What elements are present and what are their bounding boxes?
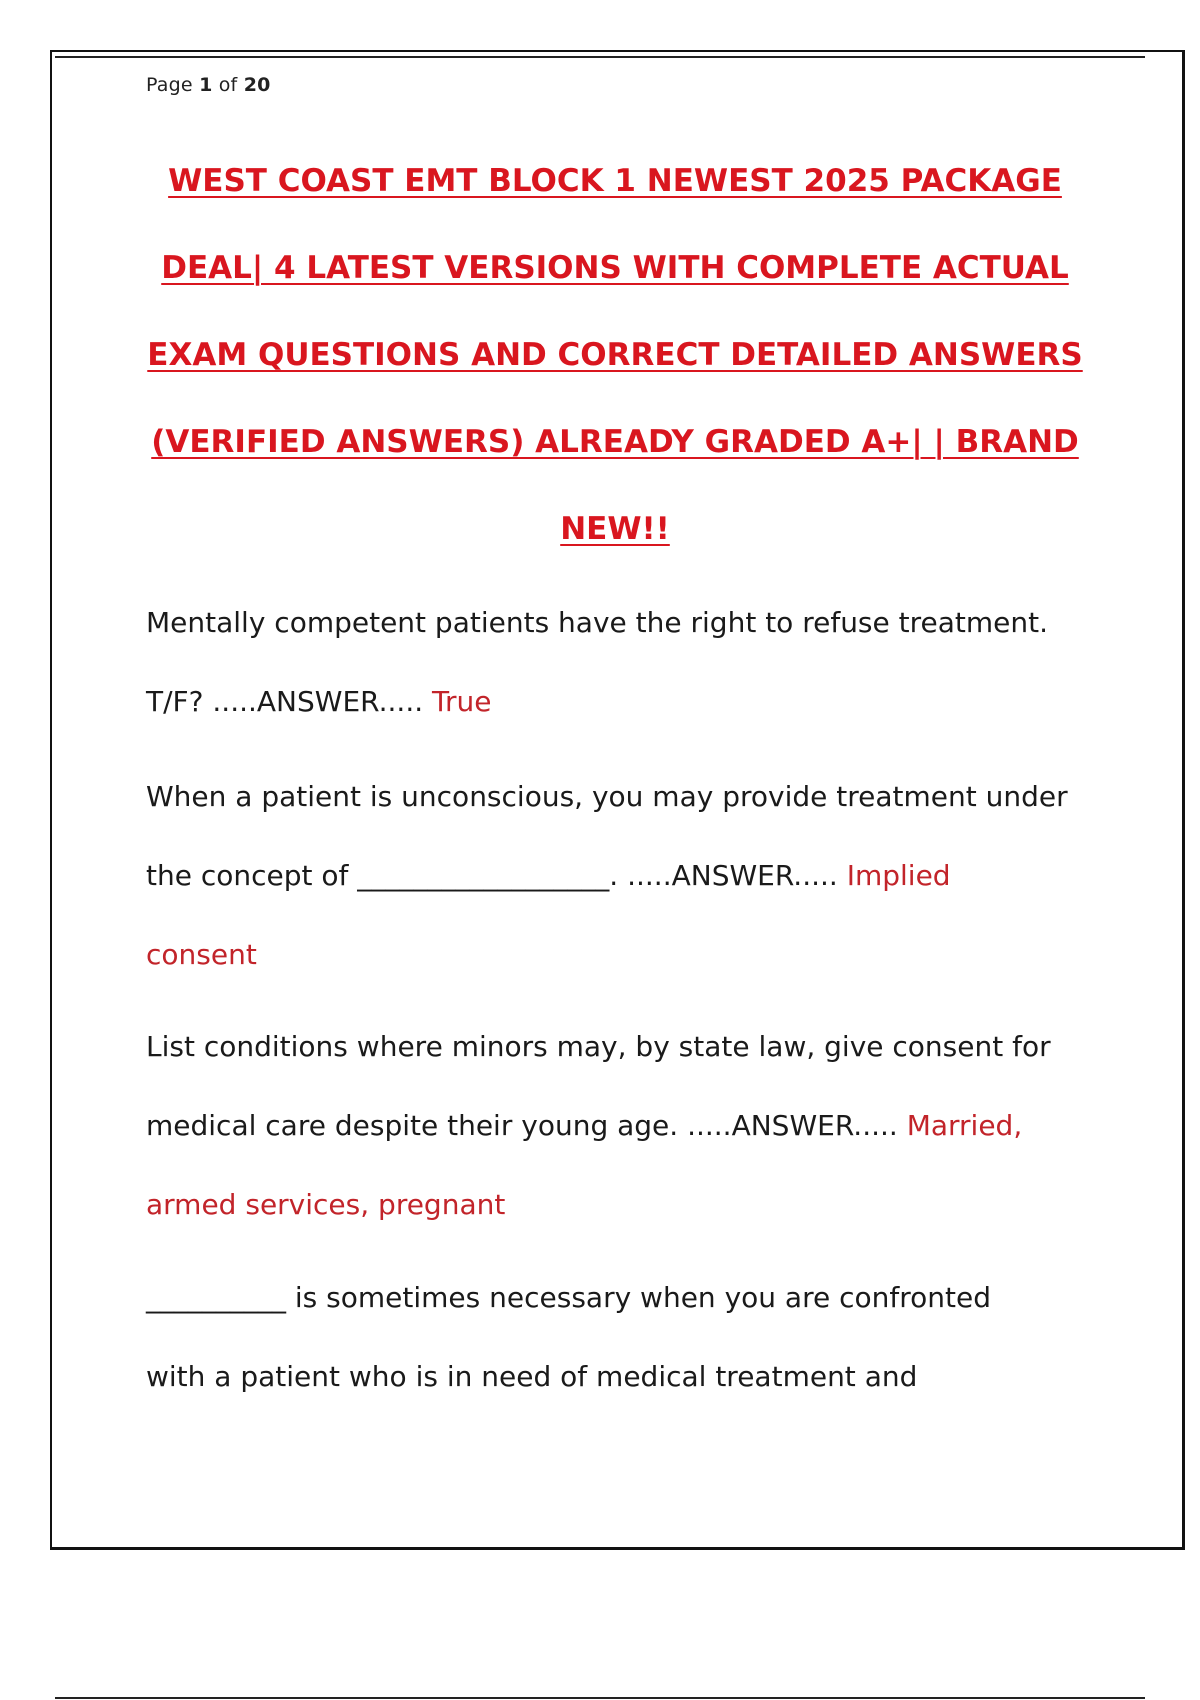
- answer-text: armed services, pregnant: [146, 1188, 506, 1221]
- question-text: Mentally competent patients have the right to refuse treatment.: [146, 606, 1049, 639]
- qa-item: [146, 1258, 1086, 1416]
- question-answer-line: [146, 836, 1086, 915]
- question-text: List conditions where minors may, by state law, give consent for: [146, 1030, 1051, 1063]
- qa-item: [146, 1007, 1086, 1244]
- question-answer-line: [146, 662, 1086, 741]
- page-of: of: [218, 74, 238, 96]
- question-text: T/F? .....ANSWER.....: [146, 685, 424, 718]
- question-text: medical care despite their young age. .....ANSWER.....: [146, 1109, 898, 1142]
- title-line: NEW!!: [560, 511, 670, 547]
- answer-text: Implied: [846, 859, 951, 892]
- answer-text: True: [432, 685, 492, 718]
- document-title: [135, 138, 1095, 573]
- page-indicator: [146, 74, 271, 96]
- question-text: with a patient who is in need of medical treatment and: [146, 1360, 918, 1393]
- header-rule: [55, 56, 1145, 58]
- page-number: 1: [199, 74, 213, 96]
- answer-text: Married,: [906, 1109, 1023, 1142]
- title-line: (VERIFIED ANSWERS) ALREADY GRADED A+| | BRAND: [151, 424, 1079, 460]
- page-total: 20: [243, 74, 271, 96]
- qa-item: [146, 583, 1086, 741]
- qa-item: [146, 757, 1086, 994]
- question-text: __________ is sometimes necessary when you are confronted: [146, 1281, 991, 1314]
- footer-rule: [55, 1697, 1145, 1699]
- title-line: WEST COAST EMT BLOCK 1 NEWEST 2025 PACKAGE: [168, 163, 1062, 199]
- question-text: When a patient is unconscious, you may provide treatment under: [146, 780, 1068, 813]
- page-prefix: Page: [146, 74, 193, 96]
- question-text: the concept of __________________. .....ANSWER.....: [146, 859, 838, 892]
- answer-text: consent: [146, 938, 257, 971]
- question-answer-line: [146, 1086, 1086, 1165]
- title-line: EXAM QUESTIONS AND CORRECT DETAILED ANSWERS: [147, 337, 1083, 373]
- title-line: DEAL| 4 LATEST VERSIONS WITH COMPLETE ACTUAL: [161, 250, 1069, 286]
